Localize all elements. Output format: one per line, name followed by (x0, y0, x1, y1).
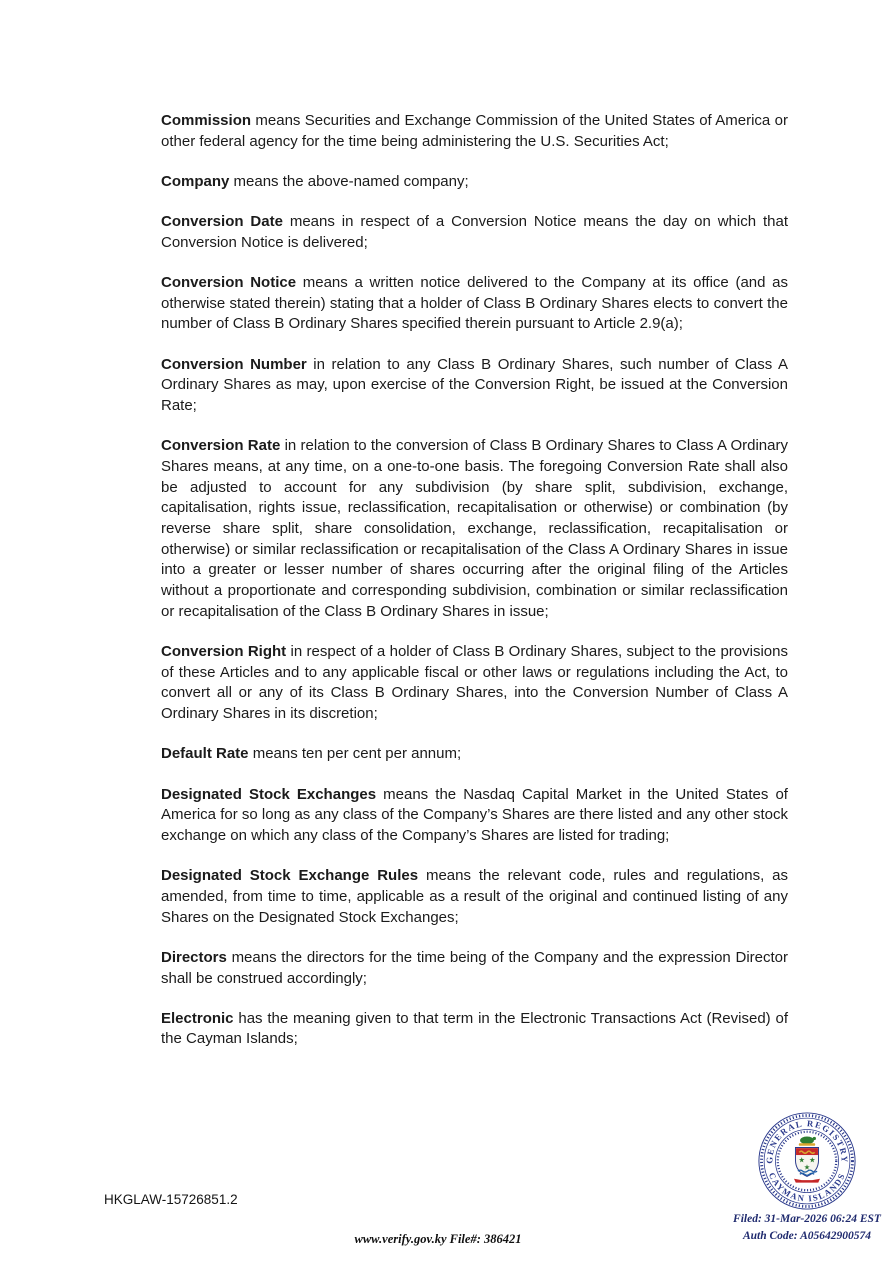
document-reference-number: HKGLAW-15726851.2 (104, 1192, 238, 1207)
definition-text: in relation to the conversion of Class B Ordinary Shares to Class A Ordinary Shares means, at any time, on a one-to-one basis. The foregoing Conversion Rate shall also be adjusted to account for any subdivision (by share split, subdivision, exchange, capitalisation, rights issue, reclassification, recapitalisation or otherwise) or combination (by reverse share split, share consolidation, exchange, reclassification, recapitalisation or otherwise) or similar reclassification or recapitalisation of the Class A Ordinary Shares in issue into a greater or lesser number of shares occurring after the original filing of the Articles without a proportionate and corresponding subdivision, combination or similar reclassification or recapitalisation of the Class B Ordinary Shares in issue; (161, 437, 788, 620)
definition-paragraph (161, 744, 788, 765)
definition-text: means ten per cent per annum; (248, 745, 462, 763)
definition-paragraph (161, 172, 788, 193)
definition-paragraph (161, 642, 788, 725)
definition-paragraph (161, 948, 788, 989)
definition-text: has the meaning given to that term in the Electronic Transactions Act (Revised) of the Cayman Islands; (161, 1009, 788, 1048)
verify-file-number-line: www.verify.gov.ky File#: 386421 (354, 1232, 522, 1246)
filed-timestamp: Filed: 31-Mar-2026 06:24 EST (733, 1213, 881, 1225)
definition-paragraph (161, 355, 788, 417)
definition-term: Conversion Number (161, 355, 307, 373)
definition-term: Designated Stock Exchange Rules (161, 867, 419, 885)
definition-text: in respect of a holder of Class B Ordinary Shares, subject to the provisions of these Articles and to any applicable fiscal or other laws or regulations including the Act, to convert all or any of its Class B Ordinary Shares, into the Conversion Number of Class A Ordinary Shares in its discretion; (161, 643, 788, 723)
definition-term: Conversion Rate (161, 437, 281, 455)
definition-term: Electronic (161, 1009, 234, 1027)
definition-term: Commission (161, 112, 252, 129)
definition-paragraph (161, 212, 788, 253)
definition-text: means the relevant code, rules and regulations, as amended, from time to time, applicable as a result of the original and continued listing of any Shares on the Designated Stock Exchanges; (161, 867, 788, 926)
definition-term: Designated Stock Exchanges (161, 785, 377, 803)
definition-text: means the Nasdaq Capital Market in the United States of America for so long as any class of the Company’s Shares are there listed and any other stock exchange on which any class of the Company’s Shares are listed for trading; (161, 785, 788, 844)
definition-term: Conversion Date (161, 213, 283, 231)
definition-term: Conversion Notice (161, 274, 297, 292)
cayman-coat-of-arms-icon (794, 1136, 820, 1182)
definition-paragraph (161, 785, 788, 847)
definition-term: Directors (161, 948, 227, 966)
definition-term: Default Rate (161, 745, 249, 763)
definition-term: Conversion Right (161, 643, 287, 661)
definition-text: means Securities and Exchange Commission of the United States of America or other federal agency for the time being administering the U.S. Securities Act; (161, 112, 788, 150)
definitions-list (161, 111, 788, 1070)
definition-text: means in respect of a Conversion Notice means the day on which that Conversion Notice is delivered; (161, 213, 788, 251)
definition-term: Company (161, 172, 230, 190)
definition-paragraph (161, 436, 788, 622)
definition-text: means the directors for the time being of the Company and the expression Director shall be construed accordingly; (161, 948, 788, 987)
definition-text: in relation to any Class B Ordinary Shares, such number of Class A Ordinary Shares as may, upon exercise of the Conversion Right, be issued at the Conversion Rate; (161, 355, 788, 415)
general-registry-seal-icon (757, 1111, 857, 1211)
seal-top-text: GENERAL REGISTRY (764, 1118, 850, 1164)
definition-paragraph (161, 1009, 788, 1050)
definition-text: means a written notice delivered to the Company at its office (and as otherwise stated therein) stating that a holder of Class B Ordinary Shares elects to convert the number of Class B Ordinary Shares specified therein pursuant to Article 2.9(a); (161, 274, 789, 333)
definition-paragraph (161, 111, 788, 152)
definition-paragraph (161, 866, 788, 928)
definition-paragraph (161, 273, 788, 335)
registry-filing-block (727, 1111, 887, 1245)
seal-bottom-text: CAYMAN ISLANDS (766, 1170, 848, 1204)
auth-code: Auth Code: A05642900574 (742, 1230, 871, 1242)
definition-text: means the above-named company; (229, 172, 469, 190)
